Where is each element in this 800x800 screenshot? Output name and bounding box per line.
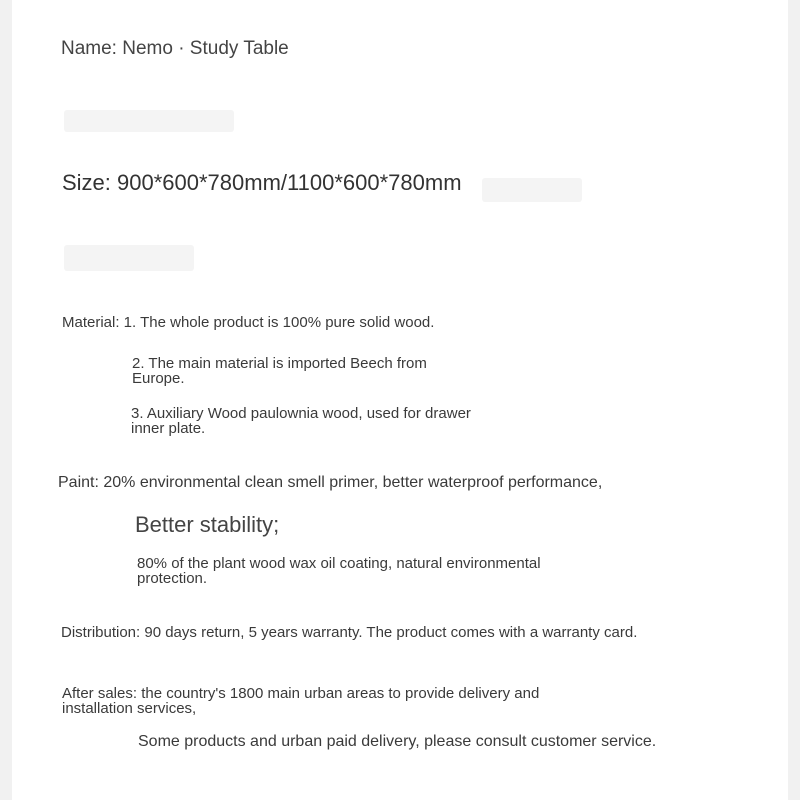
product-spec-sheet [12,0,788,800]
faded-text-artifact [64,245,194,271]
distribution-text: Distribution: 90 days return, 5 years warranty. The product comes with a warranty card. [61,624,638,641]
material-line-3: 3. Auxiliary Wood paulownia wood, used for drawer inner plate. [131,405,471,437]
paint-line-1: Paint: 20% environmental clean smell primer, better waterproof performance, [58,474,603,491]
faded-text-artifact [482,178,582,202]
material-line-2: 2. The main material is imported Beech from Europe. [132,355,427,387]
product-size: Size: 900*600*780mm/1100*600*780mm [62,170,462,195]
product-name: Name: Nemo · Study Table [61,38,289,59]
material-line-1: Material: 1. The whole product is 100% pure solid wood. [62,314,435,331]
paint-line-3: 80% of the plant wood wax oil coating, natural environmental protection. [137,555,541,587]
after-sales-line-2: Some products and urban paid delivery, please consult customer service. [138,733,657,750]
after-sales-line-1: After sales: the country's 1800 main urban areas to provide delivery and installation services, [62,685,540,717]
paint-line-2: Better stability; [135,512,280,537]
faded-text-artifact [64,110,234,132]
